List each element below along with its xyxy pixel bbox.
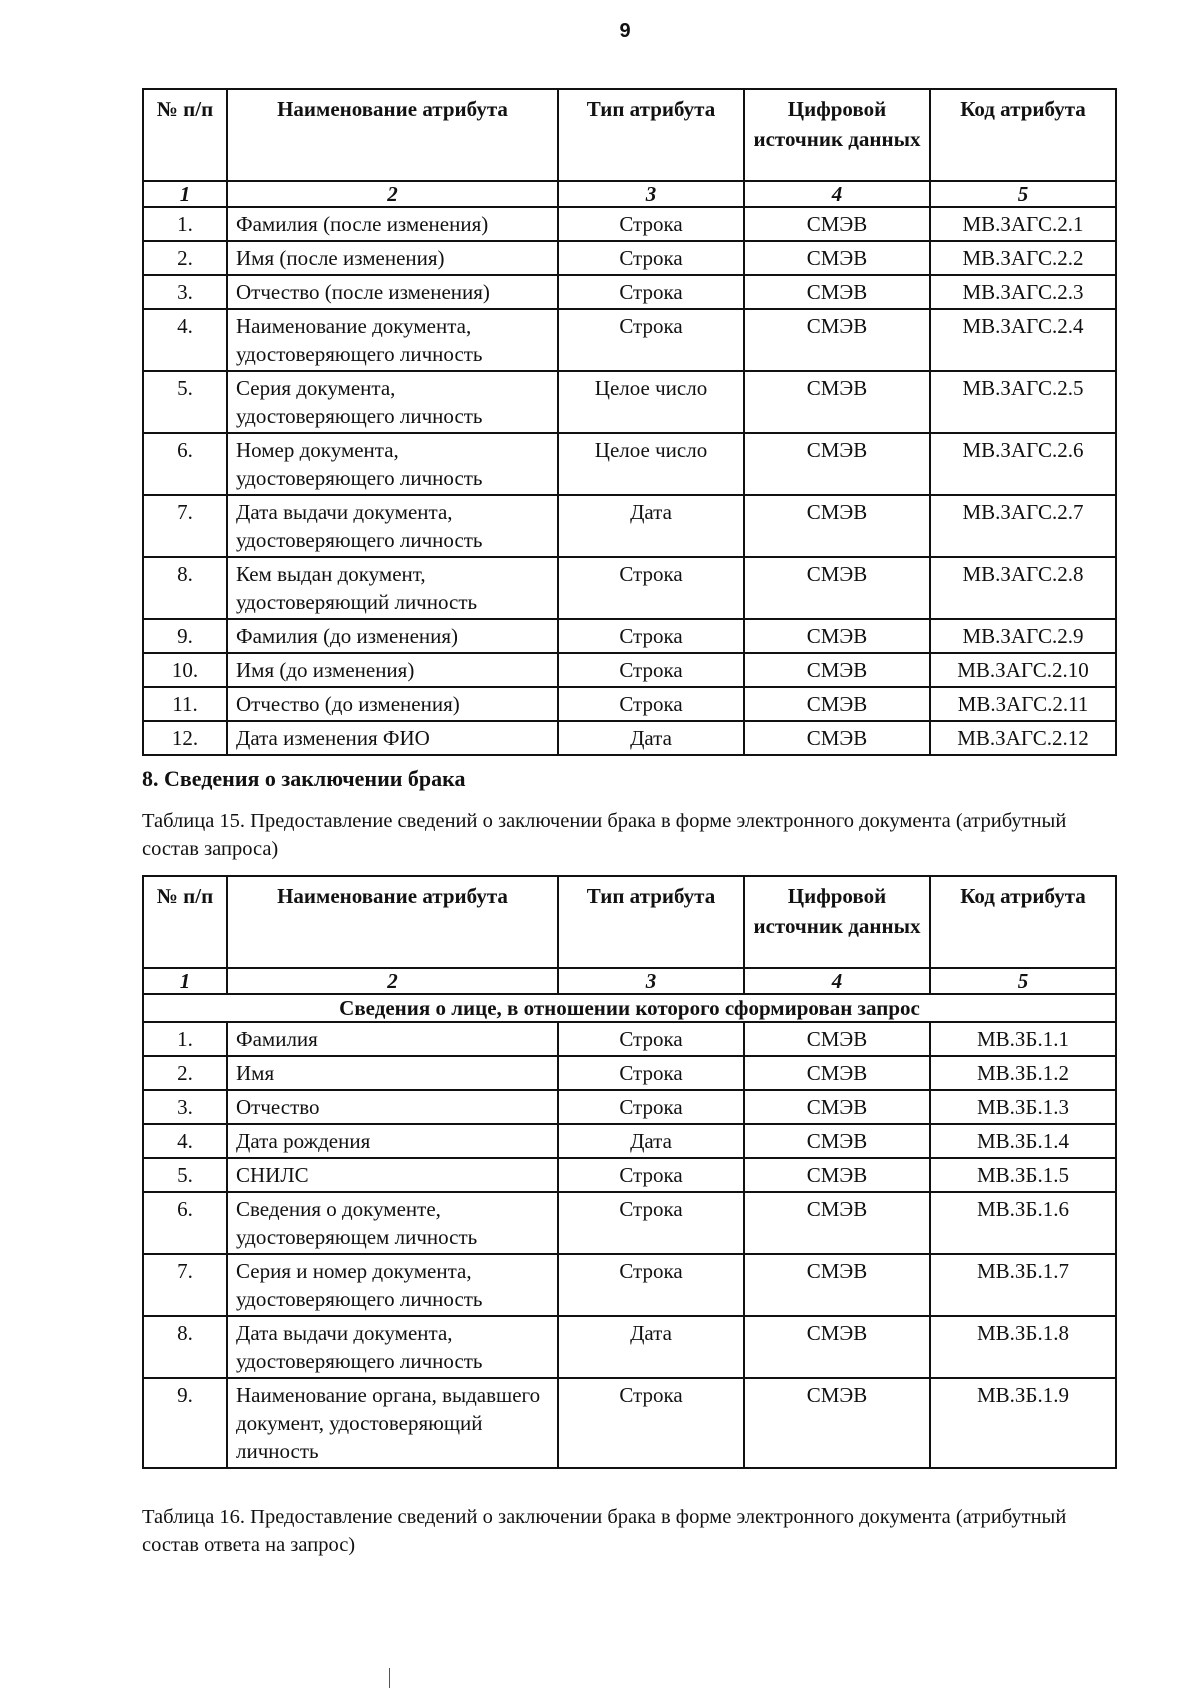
attribute-type: Дата <box>558 495 744 557</box>
row-number: 11. <box>143 687 227 721</box>
row-number: 6. <box>143 433 227 495</box>
table-row <box>143 1056 1116 1090</box>
attribute-name: Отчество (после изменения) <box>227 275 558 309</box>
section-heading: 8. Сведения о заключении брака <box>142 766 466 791</box>
attribute-type: Целое число <box>558 433 744 495</box>
data-source: СМЭВ <box>744 241 930 275</box>
header-num: № п/п <box>143 876 227 968</box>
attribute-code: МВ.ЗБ.1.8 <box>930 1316 1116 1378</box>
attribute-code: МВ.ЗАГС.2.2 <box>930 241 1116 275</box>
attribute-name: Дата выдачи документа, удостоверяющего личность <box>227 495 558 557</box>
data-source: СМЭВ <box>744 557 930 619</box>
column-index: 5 <box>930 181 1116 207</box>
attribute-code: МВ.ЗАГС.2.3 <box>930 275 1116 309</box>
data-source: СМЭВ <box>744 495 930 557</box>
attribute-code: МВ.ЗБ.1.5 <box>930 1158 1116 1192</box>
header-code: Код атрибута <box>930 876 1116 968</box>
attribute-type: Строка <box>558 1090 744 1124</box>
attribute-code: МВ.ЗАГС.2.8 <box>930 557 1116 619</box>
row-number: 8. <box>143 1316 227 1378</box>
table-row <box>143 619 1116 653</box>
attribute-code: МВ.ЗБ.1.3 <box>930 1090 1116 1124</box>
table-row <box>143 653 1116 687</box>
row-number: 3. <box>143 1090 227 1124</box>
data-source: СМЭВ <box>744 275 930 309</box>
table-row <box>143 687 1116 721</box>
attribute-name: Сведения о документе, удостоверяющем личность <box>227 1192 558 1254</box>
attribute-name: Дата выдачи документа, удостоверяющего личность <box>227 1316 558 1378</box>
attribute-name: Наименование органа, выдавшего документ, удостоверяющий личность <box>227 1378 558 1468</box>
attribute-type: Строка <box>558 241 744 275</box>
attribute-type: Дата <box>558 1124 744 1158</box>
table-row <box>143 495 1116 557</box>
attribute-code: МВ.ЗБ.1.4 <box>930 1124 1116 1158</box>
attribute-name: Имя <box>227 1056 558 1090</box>
table-row <box>143 1192 1116 1254</box>
data-source: СМЭВ <box>744 1022 930 1056</box>
attribute-code: МВ.ЗАГС.2.1 <box>930 207 1116 241</box>
row-number: 6. <box>143 1192 227 1254</box>
page-number: 9 <box>619 20 631 42</box>
column-index: 2 <box>227 968 558 994</box>
column-index: 2 <box>227 181 558 207</box>
attribute-type: Строка <box>558 275 744 309</box>
attribute-code: МВ.ЗАГС.2.10 <box>930 653 1116 687</box>
row-number: 7. <box>143 1254 227 1316</box>
column-index-row <box>143 181 1116 207</box>
attribute-code: МВ.ЗАГС.2.12 <box>930 721 1116 755</box>
table-caption: Таблица 16. Предоставление сведений о заключении брака в форме электронного документа (атрибутный состав ответа на запрос) <box>142 1506 1067 1556</box>
attribute-code: МВ.ЗБ.1.1 <box>930 1022 1116 1056</box>
attribute-name: Фамилия (до изменения) <box>227 619 558 653</box>
attribute-name: Серия документа, удостоверяющего личность <box>227 371 558 433</box>
attribute-code: МВ.ЗАГС.2.9 <box>930 619 1116 653</box>
column-index: 4 <box>744 181 930 207</box>
scan-mark <box>389 1668 390 1688</box>
group-title: Сведения о лице, в отношении которого сформирован запрос <box>143 994 1116 1022</box>
attribute-code: МВ.ЗАГС.2.6 <box>930 433 1116 495</box>
table-row <box>143 1316 1116 1378</box>
table-row <box>143 1158 1116 1192</box>
table-header-row <box>143 89 1116 181</box>
row-number: 5. <box>143 371 227 433</box>
row-number: 4. <box>143 1124 227 1158</box>
attribute-code: МВ.ЗАГС.2.7 <box>930 495 1116 557</box>
attribute-name: Отчество (до изменения) <box>227 687 558 721</box>
attribute-code: МВ.ЗБ.1.6 <box>930 1192 1116 1254</box>
data-source: СМЭВ <box>744 1124 930 1158</box>
group-row <box>143 994 1116 1022</box>
column-index: 4 <box>744 968 930 994</box>
table-row <box>143 1022 1116 1056</box>
data-source: СМЭВ <box>744 1192 930 1254</box>
header-name: Наименование атрибута <box>227 89 558 181</box>
table-row <box>143 371 1116 433</box>
attribute-code: МВ.ЗАГС.2.11 <box>930 687 1116 721</box>
attribute-name: Номер документа, удостоверяющего личность <box>227 433 558 495</box>
data-source: СМЭВ <box>744 1090 930 1124</box>
attribute-name: Дата изменения ФИО <box>227 721 558 755</box>
row-number: 4. <box>143 309 227 371</box>
table-row <box>143 1124 1116 1158</box>
attributes-table-marriage-request <box>142 875 1117 1469</box>
row-number: 2. <box>143 241 227 275</box>
row-number: 10. <box>143 653 227 687</box>
attribute-type: Строка <box>558 619 744 653</box>
attribute-type: Строка <box>558 1254 744 1316</box>
row-number: 5. <box>143 1158 227 1192</box>
attribute-type: Дата <box>558 1316 744 1378</box>
table-row <box>143 241 1116 275</box>
header-num: № п/п <box>143 89 227 181</box>
data-source: СМЭВ <box>744 207 930 241</box>
table-row <box>143 275 1116 309</box>
attributes-table-marriage-name-change <box>142 88 1117 756</box>
attribute-type: Строка <box>558 1378 744 1468</box>
table-row <box>143 1090 1116 1124</box>
attribute-name: Дата рождения <box>227 1124 558 1158</box>
table-row <box>143 433 1116 495</box>
row-number: 1. <box>143 1022 227 1056</box>
column-index: 5 <box>930 968 1116 994</box>
table-row <box>143 207 1116 241</box>
attribute-code: МВ.ЗБ.1.9 <box>930 1378 1116 1468</box>
data-source: СМЭВ <box>744 371 930 433</box>
attribute-code: МВ.ЗБ.1.2 <box>930 1056 1116 1090</box>
row-number: 9. <box>143 619 227 653</box>
attribute-type: Строка <box>558 1022 744 1056</box>
table-row <box>143 309 1116 371</box>
table-header-row <box>143 876 1116 968</box>
data-source: СМЭВ <box>744 309 930 371</box>
header-source: Цифровой источник данных <box>744 876 930 968</box>
row-number: 3. <box>143 275 227 309</box>
attribute-name: Фамилия <box>227 1022 558 1056</box>
table-caption: Таблица 15. Предоставление сведений о заключении брака в форме электронного документа (атрибутный состав запроса) <box>142 810 1067 860</box>
header-type: Тип атрибута <box>558 89 744 181</box>
row-number: 2. <box>143 1056 227 1090</box>
data-source: СМЭВ <box>744 721 930 755</box>
data-source: СМЭВ <box>744 1056 930 1090</box>
column-index: 1 <box>143 968 227 994</box>
row-number: 7. <box>143 495 227 557</box>
attribute-type: Строка <box>558 1056 744 1090</box>
header-name: Наименование атрибута <box>227 876 558 968</box>
attribute-type: Строка <box>558 653 744 687</box>
attribute-type: Строка <box>558 207 744 241</box>
attribute-type: Строка <box>558 1192 744 1254</box>
row-number: 9. <box>143 1378 227 1468</box>
attribute-name: Наименование документа, удостоверяющего личность <box>227 309 558 371</box>
attribute-code: МВ.ЗАГС.2.5 <box>930 371 1116 433</box>
attribute-type: Строка <box>558 557 744 619</box>
table-row <box>143 557 1116 619</box>
row-number: 1. <box>143 207 227 241</box>
attribute-name: СНИЛС <box>227 1158 558 1192</box>
attribute-type: Строка <box>558 687 744 721</box>
data-source: СМЭВ <box>744 1254 930 1316</box>
data-source: СМЭВ <box>744 687 930 721</box>
attribute-code: МВ.ЗБ.1.7 <box>930 1254 1116 1316</box>
row-number: 12. <box>143 721 227 755</box>
attribute-name: Серия и номер документа, удостоверяющего личность <box>227 1254 558 1316</box>
column-index: 3 <box>558 181 744 207</box>
data-source: СМЭВ <box>744 1158 930 1192</box>
attribute-name: Имя (до изменения) <box>227 653 558 687</box>
attribute-type: Целое число <box>558 371 744 433</box>
column-index: 1 <box>143 181 227 207</box>
attribute-type: Дата <box>558 721 744 755</box>
attribute-name: Отчество <box>227 1090 558 1124</box>
column-index-row <box>143 968 1116 994</box>
table-row <box>143 721 1116 755</box>
attribute-name: Кем выдан документ, удостоверяющий личность <box>227 557 558 619</box>
attribute-name: Имя (после изменения) <box>227 241 558 275</box>
header-source: Цифровой источник данных <box>744 89 930 181</box>
column-index: 3 <box>558 968 744 994</box>
table-row <box>143 1378 1116 1468</box>
header-type: Тип атрибута <box>558 876 744 968</box>
header-code: Код атрибута <box>930 89 1116 181</box>
data-source: СМЭВ <box>744 1316 930 1378</box>
table-row <box>143 1254 1116 1316</box>
data-source: СМЭВ <box>744 1378 930 1468</box>
attribute-type: Строка <box>558 309 744 371</box>
attribute-type: Строка <box>558 1158 744 1192</box>
attribute-code: МВ.ЗАГС.2.4 <box>930 309 1116 371</box>
attribute-name: Фамилия (после изменения) <box>227 207 558 241</box>
data-source: СМЭВ <box>744 433 930 495</box>
data-source: СМЭВ <box>744 653 930 687</box>
row-number: 8. <box>143 557 227 619</box>
data-source: СМЭВ <box>744 619 930 653</box>
